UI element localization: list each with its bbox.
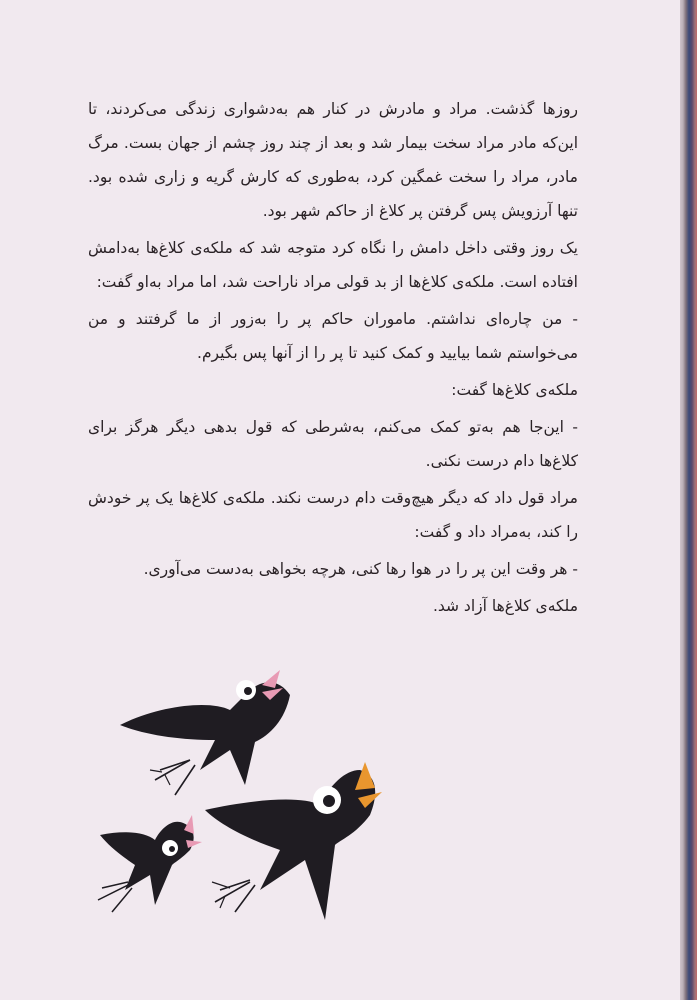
story-text — [88, 92, 578, 626]
crow-small — [98, 815, 202, 912]
paragraph-6: مراد قول داد که دیگر هیچ‌وقت دام درست نکند. ملکه‌ی کلاغ‌ها یک پر خودش را کند، به‌مراد داد و گفت: — [88, 489, 578, 541]
paragraph-3: - من چاره‌ای نداشتم. ماموران حاکم پر را به‌زور از ما گرفتند و من می‌خواستم شما بیایید و کمک کنید تا پر را از آنها پس بگیرم. — [88, 310, 578, 362]
paragraph-5: - این‌جا هم به‌تو کمک می‌کنم، به‌شرطی که قول بدهی دیگر هرگز برای کلاغ‌ها دام درست نکنی. — [88, 418, 578, 470]
paragraph-1: روزها گذشت. مراد و مادرش در کنار هم به‌دشواری زندگی می‌کردند، تا این‌که مادر مراد سخت بیمار شد و بعد از چند روز چشم از جهان بست. مرگ مادر، مراد را سخت غمگین کرد، به‌طوری که کارش گریه و زاری شده بود. تنها آرزویش پس گرفتن پر کلاغ از حاکم شهر بود. — [88, 100, 578, 220]
three-crows-illustration — [80, 650, 400, 940]
crow-large — [205, 762, 382, 920]
crow-top — [120, 670, 290, 795]
paragraph-8: ملکه‌ی کلاغ‌ها آزاد شد. — [432, 597, 578, 615]
book-edge — [680, 0, 697, 1000]
paragraph-7: - هر وقت این پر را در هوا رها کنی، هرچه بخواهی به‌دست می‌آوری. — [143, 560, 578, 578]
paragraph-2: یک روز وقتی داخل دامش را نگاه کرد متوجه شد که ملکه‌ی کلاغ‌ها به‌دامش افتاده است. ملکه‌ی کلاغ‌ها از بد قولی مراد ناراحت شد، اما مراد به‌او گفت: — [88, 239, 578, 291]
paragraph-4: ملکه‌ی کلاغ‌ها گفت: — [451, 381, 578, 399]
